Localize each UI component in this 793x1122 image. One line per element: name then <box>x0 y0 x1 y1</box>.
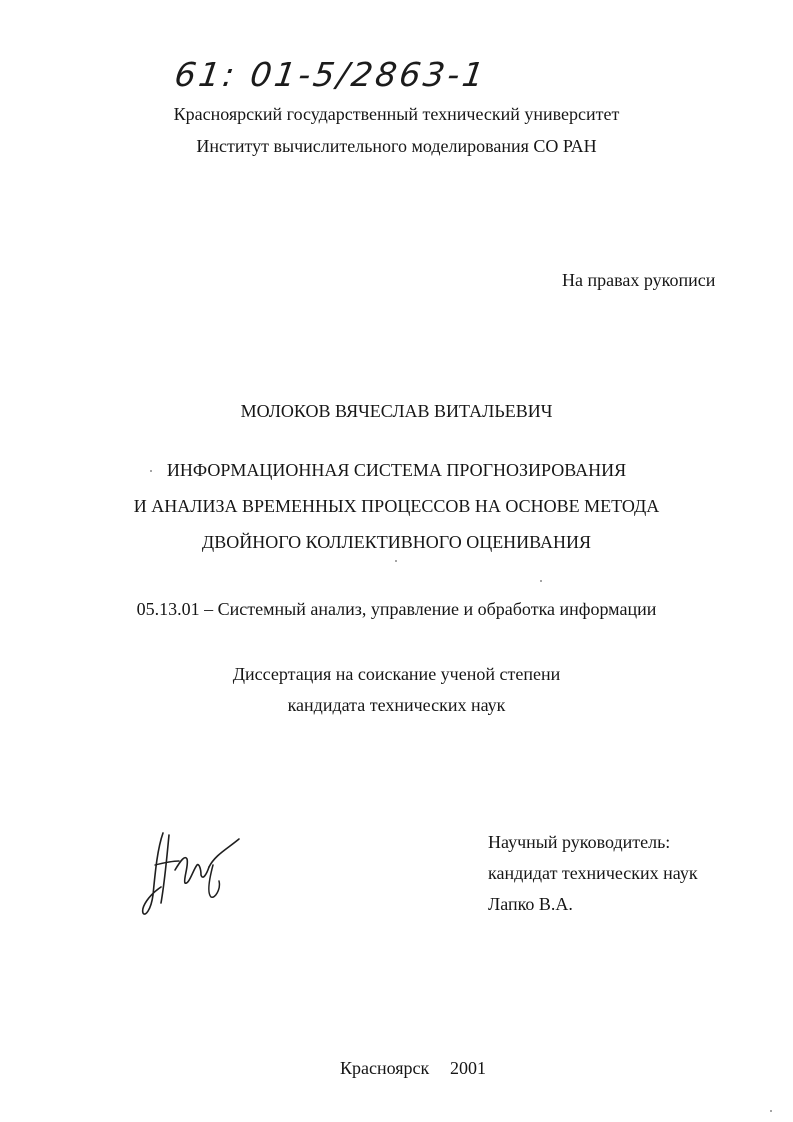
degree-line-1: Диссертация на соискание ученой степени <box>232 664 561 684</box>
title-line-1: ИНФОРМАЦИОННАЯ СИСТЕМА ПРОГНОЗИРОВАНИЯ <box>166 460 627 480</box>
institute-name: Институт вычислительного моделирования СО РАН <box>196 136 597 156</box>
supervisor-label: Научный руководитель: <box>488 832 671 852</box>
footer-city: Красноярск <box>340 1058 430 1078</box>
footer-year: 2001 <box>450 1058 486 1078</box>
scan-speck <box>540 580 542 582</box>
handwritten-archive-number: 61: 01-5/2863-1 <box>172 55 490 94</box>
thesis-title <box>0 452 793 560</box>
supervisor-name: Лапко В.А. <box>488 894 573 914</box>
supervisor-rank: кандидат технических наук <box>488 863 698 883</box>
title-line-2: И АНАЛИЗА ВРЕМЕННЫХ ПРОЦЕССОВ НА ОСНОВЕ МЕТОДА <box>133 496 660 516</box>
specialty-code: 05.13.01 – Системный анализ, управление и обработка информации <box>136 599 657 619</box>
scan-speck <box>770 1110 772 1112</box>
scan-speck <box>395 560 397 562</box>
signature-image <box>135 825 250 925</box>
title-line-3: ДВОЙНОГО КОЛЛЕКТИВНОГО ОЦЕНИВАНИЯ <box>201 532 592 552</box>
rights-note: На правах рукописи <box>562 270 716 290</box>
degree-line-2: кандидата технических наук <box>287 695 506 715</box>
university-name: Красноярский государственный технический университет <box>173 104 620 124</box>
scan-speck <box>150 470 152 472</box>
author-name: МОЛОКОВ ВЯЧЕСЛАВ ВИТАЛЬЕВИЧ <box>240 401 553 421</box>
